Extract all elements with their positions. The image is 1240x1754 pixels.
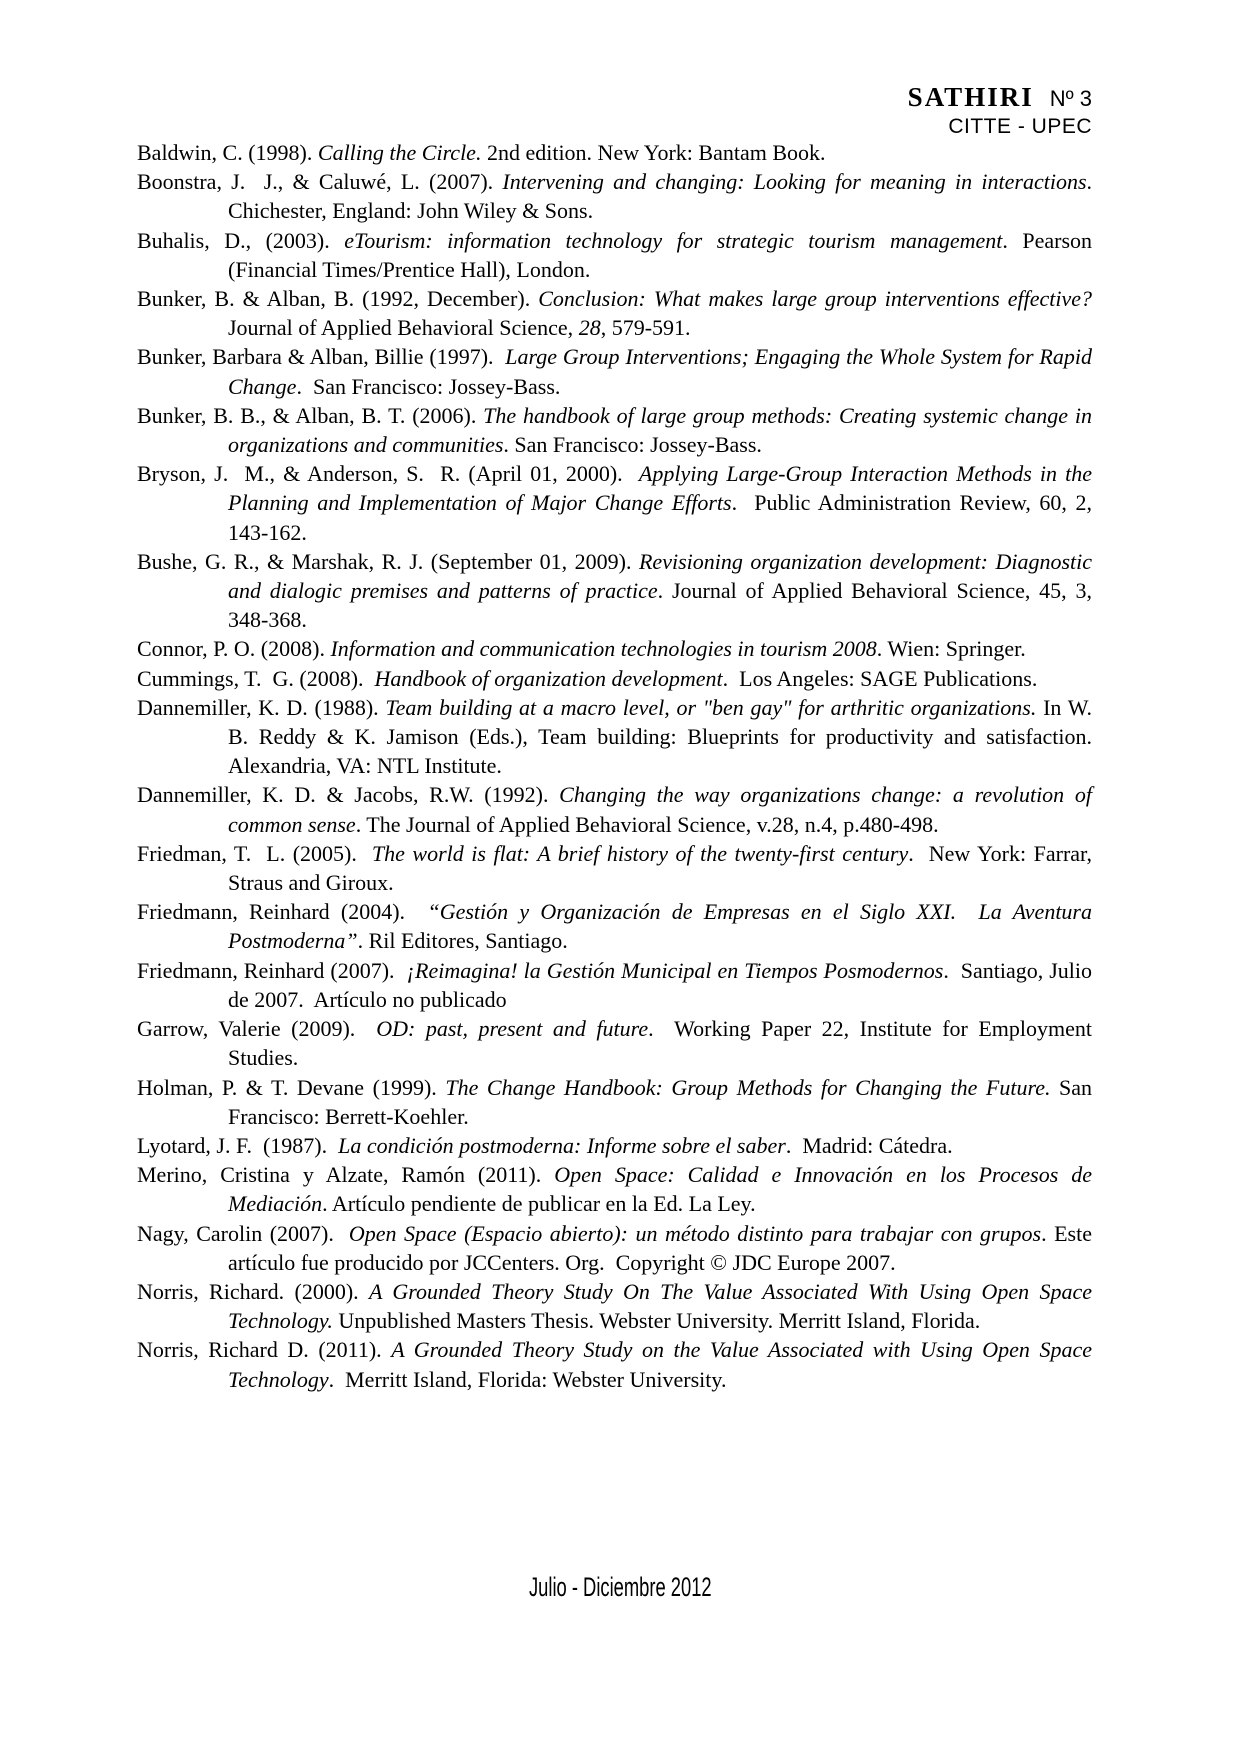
reference-entry: Friedman, T. L. (2005). The world is flat: A brief history of the twenty-first century. New York: Farrar, Straus and Giroux. bbox=[137, 840, 1098, 896]
issue-number: Nº 3 bbox=[1049, 86, 1092, 111]
journal-title-line bbox=[908, 82, 1092, 113]
reference-entry: Nagy, Carolin (2007). Open Space (Espacio abierto): un método distinto para trabajar con grupos. Este artículo fue producido por JCCenters. Org. Copyright © JDC Europe 2007. bbox=[137, 1220, 1098, 1275]
reference-entry: Dannemiller, K. D. & Jacobs, R.W. (1992). Changing the way organizations change: a revolution of common sense. The Journal of Applied Behavioral Science, v.28, n.4, p.480-498. bbox=[137, 782, 1098, 837]
reference-entry: Holman, P. & T. Devane (1999). The Change Handbook: Group Methods for Changing the Future. San Francisco: Berrett-Koehler. bbox=[137, 1074, 1098, 1129]
page-footer bbox=[0, 1572, 1240, 1603]
reference-entry: Bunker, B. B., & Alban, B. T. (2006). The handbook of large group methods: Creating systemic change in organizations and communities. San Francisco: Jossey-Bass. bbox=[137, 402, 1098, 458]
journal-title: SATHIRI bbox=[907, 82, 1034, 112]
reference-entry: Baldwin, C. (1998). Calling the Circle. 2nd edition. New York: Bantam Book. bbox=[137, 140, 826, 165]
reference-entry: Friedmann, Reinhard (2004). “Gestión y Organización de Empresas en el Siglo XXI. La Aventura Postmoderna”. Ril Editores, Santiago. bbox=[137, 899, 1098, 954]
reference-entry: Bunker, B. & Alban, B. (1992, December). Conclusion: What makes large group interventions effective? Journal of Applied Behavioral Science, 28, 579-591. bbox=[137, 286, 1098, 341]
reference-entry: Bryson, J. M., & Anderson, S. R. (April 01, 2000). Applying Large-Group Interaction Methods in the Planning and Implementation of Major Change Efforts. Public Administration Review, 60, 2, 143-162. bbox=[137, 461, 1098, 545]
reference-entry: Cummings, T. G. (2008). Handbook of organization development. Los Angeles: SAGE Publications. bbox=[137, 665, 1038, 691]
reference-entry: Garrow, Valerie (2009). OD: past, present and future. Working Paper 22, Institute for Employment Studies. bbox=[137, 1016, 1098, 1071]
reference-entry: Friedmann, Reinhard (2007). ¡Reimagina! la Gestión Municipal en Tiempos Posmodernos. Santiago, Julio de 2007. Artículo no publicado bbox=[137, 957, 1098, 1012]
reference-entry: Norris, Richard. (2000). A Grounded Theory Study On The Value Associated With Using Open Space Technology. Unpublished Masters Thesis. Webster University. Merritt Island, Florida. bbox=[137, 1278, 1098, 1334]
page-header bbox=[908, 82, 1092, 139]
footer-text: Julio - Diciembre 2012 bbox=[528, 1572, 712, 1602]
reference-entry: Dannemiller, K. D. (1988). Team building at a macro level, or "ben gay" for arthritic organizations. In W. B. Reddy & K. Jamison (Eds.), Team building: Blueprints for productivity and satisfaction. Alexandria, VA: NTL Institute. bbox=[137, 694, 1098, 779]
reference-entry: Boonstra, J. J., & Caluwé, L. (2007). Intervening and changing: Looking for meaning in interactions. Chichester, England: John Wiley & Sons. bbox=[137, 169, 1104, 224]
reference-list bbox=[137, 138, 1104, 1394]
reference-entry: Merino, Cristina y Alzate, Ramón (2011). Open Space: Calidad e Innovación en los Procesos de Mediación. Artículo pendiente de publicar en la Ed. La Ley. bbox=[137, 1162, 1098, 1217]
header-subtitle: CITTE - UPEC bbox=[948, 115, 1092, 138]
reference-entry: Buhalis, D., (2003). eTourism: information technology for strategic tourism management. Pearson (Financial Times/Prentice Hall), London. bbox=[137, 227, 1098, 282]
reference-entry: Lyotard, J. F. (1987). La condición postmoderna: Informe sobre el saber. Madrid: Cátedra. bbox=[137, 1132, 953, 1158]
reference-entry: Norris, Richard D. (2011). A Grounded Theory Study on the Value Associated with Using Open Space Technology. Merritt Island, Florida: Webster University. bbox=[137, 1337, 1098, 1392]
reference-entry: Bushe, G. R., & Marshak, R. J. (September 01, 2009). Revisioning organization development: Diagnostic and dialogic premises and patterns of practice. Journal of Applied Behavioral Science, 45, 3, 348-368. bbox=[137, 548, 1098, 633]
reference-entry: Connor, P. O. (2008). Information and communication technologies in tourism 2008. Wien: Springer. bbox=[137, 636, 1026, 662]
reference-entry: Bunker, Barbara & Alban, Billie (1997). Large Group Interventions; Engaging the Whole System for Rapid Change. San Francisco: Jossey-Bass. bbox=[137, 344, 1098, 399]
